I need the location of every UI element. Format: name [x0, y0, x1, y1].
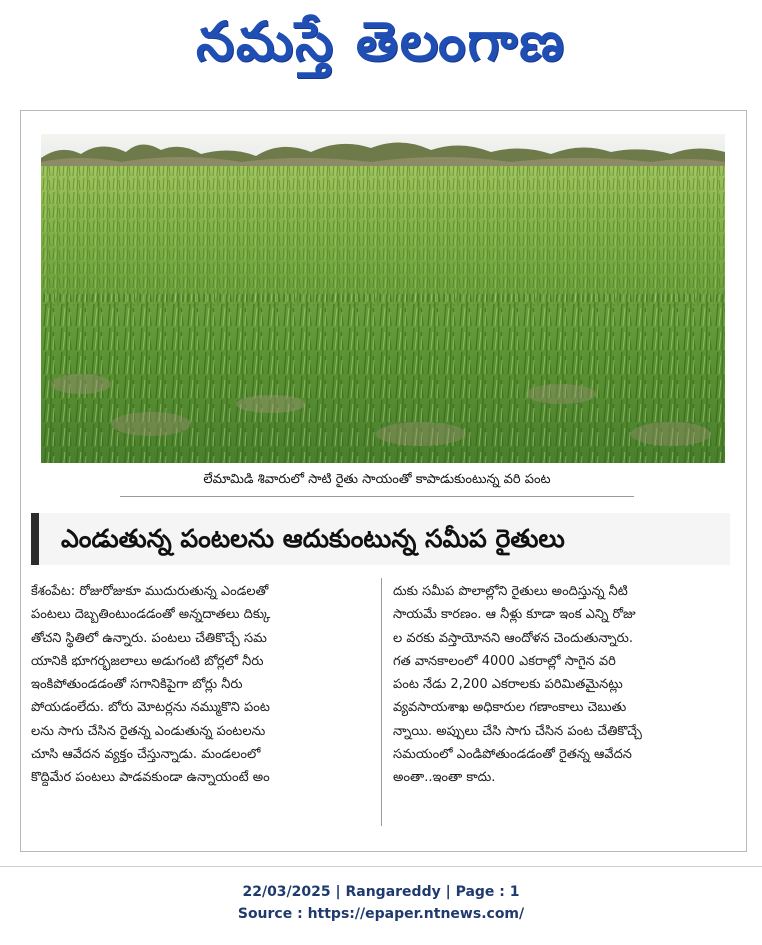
- body-line: పోయడంలేదు. బోరు మోటర్లను నమ్ముకొని పంట: [31, 700, 270, 716]
- body-line: యానికి భూగర్భజలాలు అడుగంటి బోర్లలో నీరు: [31, 653, 264, 669]
- body-line: దుకు సమీప పొలాల్లోని రైతులు అందిస్తున్న నీటి: [393, 584, 628, 599]
- article-body-right-column: [393, 580, 738, 790]
- body-line: న్నాయి. అప్పులు చేసి సాగు చేసిన పంట చేతికొచ్చే: [393, 723, 642, 739]
- body-line: కొద్దిమేర పంటలు పాడవకుండా ఉన్నాయంటే అం: [31, 770, 270, 786]
- body-line: ఇంకిపోతుండడంతో సగానికిపైగా బోర్లు నీరు: [31, 677, 243, 693]
- footer-divider: [0, 866, 762, 867]
- body-line: ల వరకు వస్తాయోనని ఆందోళన చెందుతున్నారు.: [393, 630, 634, 646]
- body-line: లను సాగు చేసిన రైతన్న ఎండుతున్న పంటలను: [31, 723, 266, 739]
- body-line: అంతా..ఇంతా కాదు.: [393, 770, 496, 786]
- body-line: సాయమే కారణం. ఆ నీళ్లు కూడా ఇంక ఎన్ని రోజు: [393, 607, 636, 623]
- body-line: పంట నేడు 2,200 ఎకరాలకు పరిమితమైనట్లు: [393, 677, 623, 693]
- body-line: తోచని స్థితిలో ఉన్నారు. పంటలు చేతికొచ్చే సమ: [31, 630, 267, 646]
- masthead: [0, 0, 762, 100]
- body-line: సమయంలో ఎండిపోతుండడంతో రైతన్న ఆవేదన: [393, 747, 632, 763]
- body-line: కేశంపేట: రోజురోజుకూ ముదురుతున్న ఎండలతో: [31, 584, 269, 599]
- body-line: పంటలు దెబ్బతింటుండడంతో అన్నదాతలు దిక్కు: [31, 607, 271, 623]
- article-photo: [41, 134, 725, 463]
- footer-source-link[interactable]: Source : https://epaper.ntnews.com/: [237, 906, 525, 922]
- body-line: గత వానకాలంలో 4000 ఎకరాల్లో సాగైన వరి: [393, 653, 616, 669]
- paddy-field-image: [41, 134, 725, 463]
- body-line: వ్యవసాయశాఖ అధికారుల గణాంకాలు చెబుతు: [393, 700, 627, 716]
- headline-bar: [31, 513, 730, 565]
- article-body-left-column: [31, 580, 367, 790]
- article-headline: ఎండుతున్న పంటలను ఆదుకుంటున్న సమీప రైతులు: [61, 524, 565, 553]
- body-line: చూసి ఆవేదన వ్యక్తం చేస్తున్నాడు. మండలంలో: [31, 747, 261, 763]
- headline-accent: [31, 513, 39, 565]
- photo-caption: లేమామిడి శివారులో సాటి రైతు సాయంతో కాపాడుకుంటున్న వరి పంట: [120, 466, 634, 497]
- footer-date-edition-page: 22/03/2025 | Rangareddy | Page : 1: [242, 884, 520, 900]
- newspaper-logo: నమస్తే తెలంగాణ: [196, 10, 566, 73]
- column-divider: [381, 578, 382, 826]
